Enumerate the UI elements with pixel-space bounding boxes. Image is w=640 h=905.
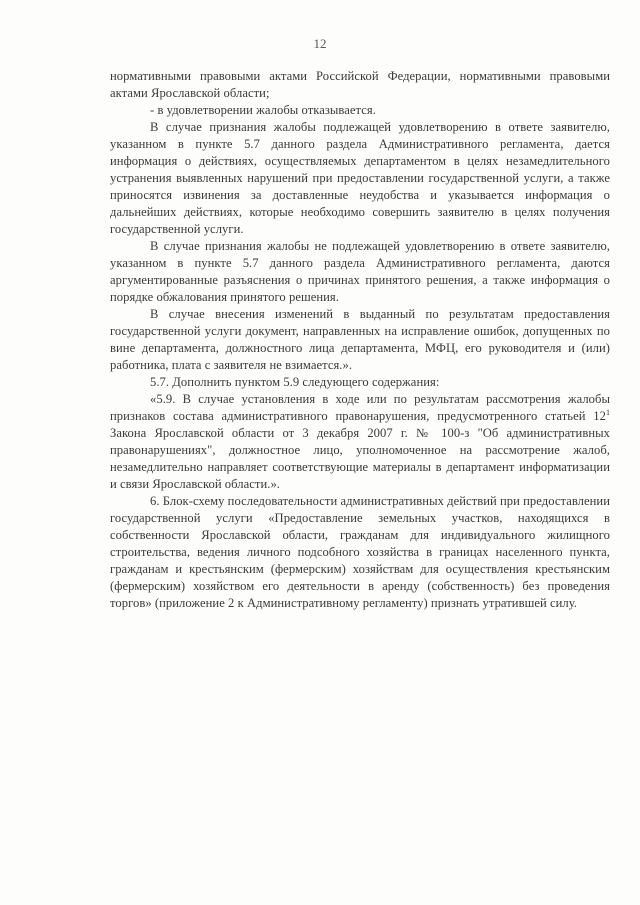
paragraph-7-part-1: «5.9. В случае установления в ходе или по результатам рассмотрения жалобы признаков состава административного правонарушения, предусмотренного статьей 12 [110,392,610,423]
page-number: 12 [313,36,327,51]
paragraph-5: В случае внесения изменений в выданный по результатам предоставления государственной услуги документ, направленных на исправление ошибок, допущенных по вине департамента, должностного лица департамента, МФЦ, его руководителя и (или) работника, плата с заявителя не взимается.». [110,307,610,372]
document-body [110,68,610,612]
paragraph-7-part-2: Закона Ярославской области от 3 декабря 2007 г. № 100-з "Об административных правонарушениях", должностное лицо, уполномоченное на рассмотрение жалоб, незамедлительно направляет соответствующие материалы в департамент информатизации и связи Ярославской области.». [110,426,610,491]
superscript: 1 [605,407,610,417]
paragraph-4: В случае признания жалобы не подлежащей удовлетворению в ответе заявителю, указанном в пункте 5.7 данного раздела Административного регламента, даются аргументированные разъяснения о причинах принятого решения, а также информация о порядке обжалования принятого решения. [110,239,610,304]
paragraph-1: нормативными правовыми актами Российской Федерации, нормативными правовыми актами Ярославской области; [110,69,610,100]
paragraph-6: 5.7. Дополнить пунктом 5.9 следующего содержания: [150,375,440,389]
paragraph-7 [110,391,610,493]
paragraph-3: В случае признания жалобы подлежащей удовлетворению в ответе заявителю, указанном в пункте 5.7 данного раздела Административного регламента, дается информация о действиях, осуществляемых департаментом в целях незамедлительного устранения выявленных нарушений при предоставлении государственной услуги, а также приносятся извинения за доставленные неудобства и указывается информация о дальнейших действиях, которые необходимо совершить заявителю в целях получения государственной услуги. [110,120,610,236]
paragraph-2: - в удовлетворении жалобы отказывается. [150,103,376,117]
paragraph-8: 6. Блок-схему последовательности административных действий при предоставлении государственной услуги «Предоставление земельных участков, находящихся в собственности Ярославской области, гражданам для индивидуального жилищного строительства, ведения личного подсобного хозяйства в границах населенного пункта, гражданам и крестьянским (фермерским) хозяйствам для осуществления крестьянским (фермерским) хозяйством его деятельности в аренду (собственность) без проведения торгов» (приложение 2 к Административному регламенту) признать утратившей силу. [110,494,611,610]
